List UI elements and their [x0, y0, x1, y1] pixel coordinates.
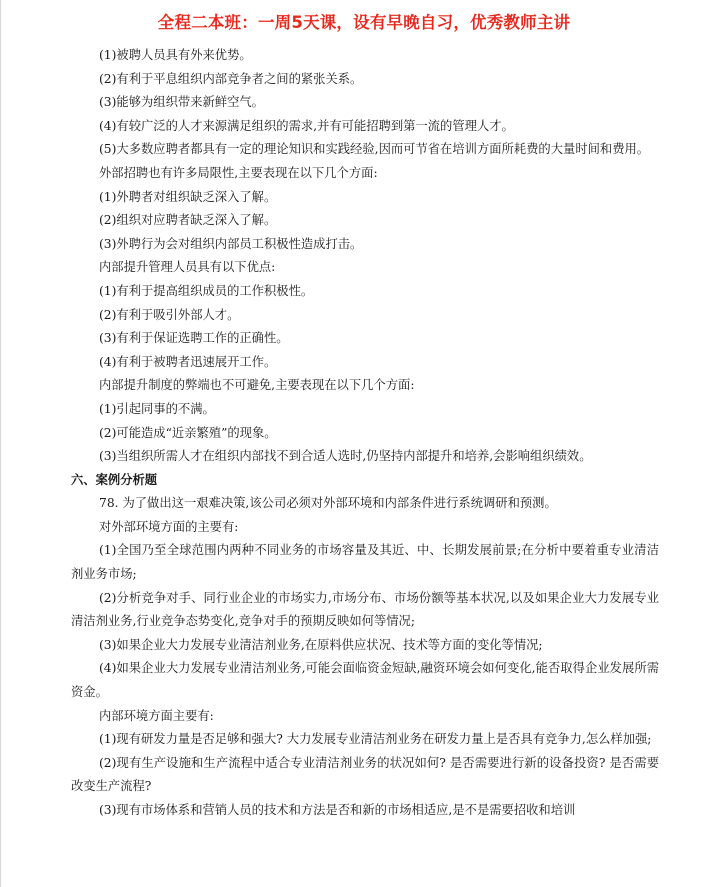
paragraph: (1)被聘人员具有外来优势。 — [99, 48, 252, 62]
paragraph: (3)现有市场体系和营销人员的技术和方法是否和新的市场相适应,是不是需要招收和培训 — [99, 803, 576, 817]
paragraph: (3)有利于保证选聘工作的正确性。 — [99, 331, 289, 346]
paragraph: (1)现有研发力量是否足够和强大? 大力发展专业清洁剂业务在研发力量上是否具有竞争力,怎么样加强; — [99, 732, 652, 747]
paragraph: (3)外聘行为会对组织内部员工积极性造成打击。 — [99, 236, 363, 251]
paragraph: (1)全国乃至全球范围内两种不同业务的市场容量及其近、中、长期发展前景;在分析中要着重专业清洁剂业务市场; — [71, 543, 659, 582]
paragraph: (5)大多数应聘者都具有一定的理论知识和实践经验,因而可节省在培训方面所耗费的大量时间和费用。 — [99, 142, 650, 157]
paragraph: (4)如果企业大力发展专业清洁剂业务,可能会面临资金短缺,融资环境会如何变化,能否取得企业发展所需资金。 — [71, 661, 659, 700]
paragraph: (1)外聘者对组织缺乏深入了解。 — [99, 189, 277, 204]
paragraph: (2)组织对应聘者缺乏深入了解。 — [99, 213, 277, 228]
paragraph: 78. 为了做出这一艰难决策,该公司必须对外部环境和内部条件进行系统调研和预测。 — [99, 496, 557, 511]
paragraph: (2)可能造成“近亲繁殖”的现象。 — [99, 425, 277, 440]
paragraph: 外部招聘也有许多局限性,主要表现在以下几个方面: — [99, 165, 378, 180]
paragraph: (2)现有生产设施和生产流程中适合专业清洁剂业务的状况如何? 是否需要进行新的设备投资? 是否需要改变生产流程? — [71, 755, 659, 794]
paragraph: 内部环境方面主要有: — [99, 708, 214, 723]
paragraph: (3)能够为组织带来新鲜空气。 — [99, 95, 264, 110]
paragraph: (1)有利于提高组织成员的工作积极性。 — [99, 283, 314, 298]
paragraph: 内部提升管理人员具有以下优点: — [99, 260, 276, 275]
section-heading: 六、案例分析题 — [71, 472, 158, 487]
document-body — [71, 44, 659, 823]
paragraph: (2)有利于吸引外部人才。 — [99, 307, 240, 322]
paragraph: (1)引起同事的不满。 — [99, 401, 215, 416]
paragraph: (2)分析竞争对手、同行业企业的市场实力,市场分布、市场份额等基本状况,以及如果企业大力发展专业清洁剂业务,行业竞争态势变化,竞争对手的预期反映如何等情况; — [71, 590, 659, 629]
paragraph: (3)当组织所需人才在组织内部找不到合适人选时,仍坚持内部提升和培养,会影响组织绩效。 — [99, 449, 592, 464]
paragraph: (4)有利于被聘者迅速展开工作。 — [99, 354, 277, 369]
promo-banner: 全程二本班：一周5天课，设有早晚自习，优秀教师主讲 — [157, 13, 571, 32]
paragraph: (2)有利于平息组织内部竞争者之间的紧张关系。 — [99, 71, 363, 86]
paragraph: (4)有较广泛的人才来源满足组织的需求,并有可能招聘到第一流的管理人才。 — [99, 118, 514, 133]
paragraph: 内部提升制度的弊端也不可避免,主要表现在以下几个方面: — [99, 378, 415, 393]
paragraph: (3)如果企业大力发展专业清洁剂业务,在原料供应状况、技术等方面的变化等情况; — [99, 637, 543, 652]
paragraph: 对外部环境方面的主要有: — [99, 519, 239, 534]
